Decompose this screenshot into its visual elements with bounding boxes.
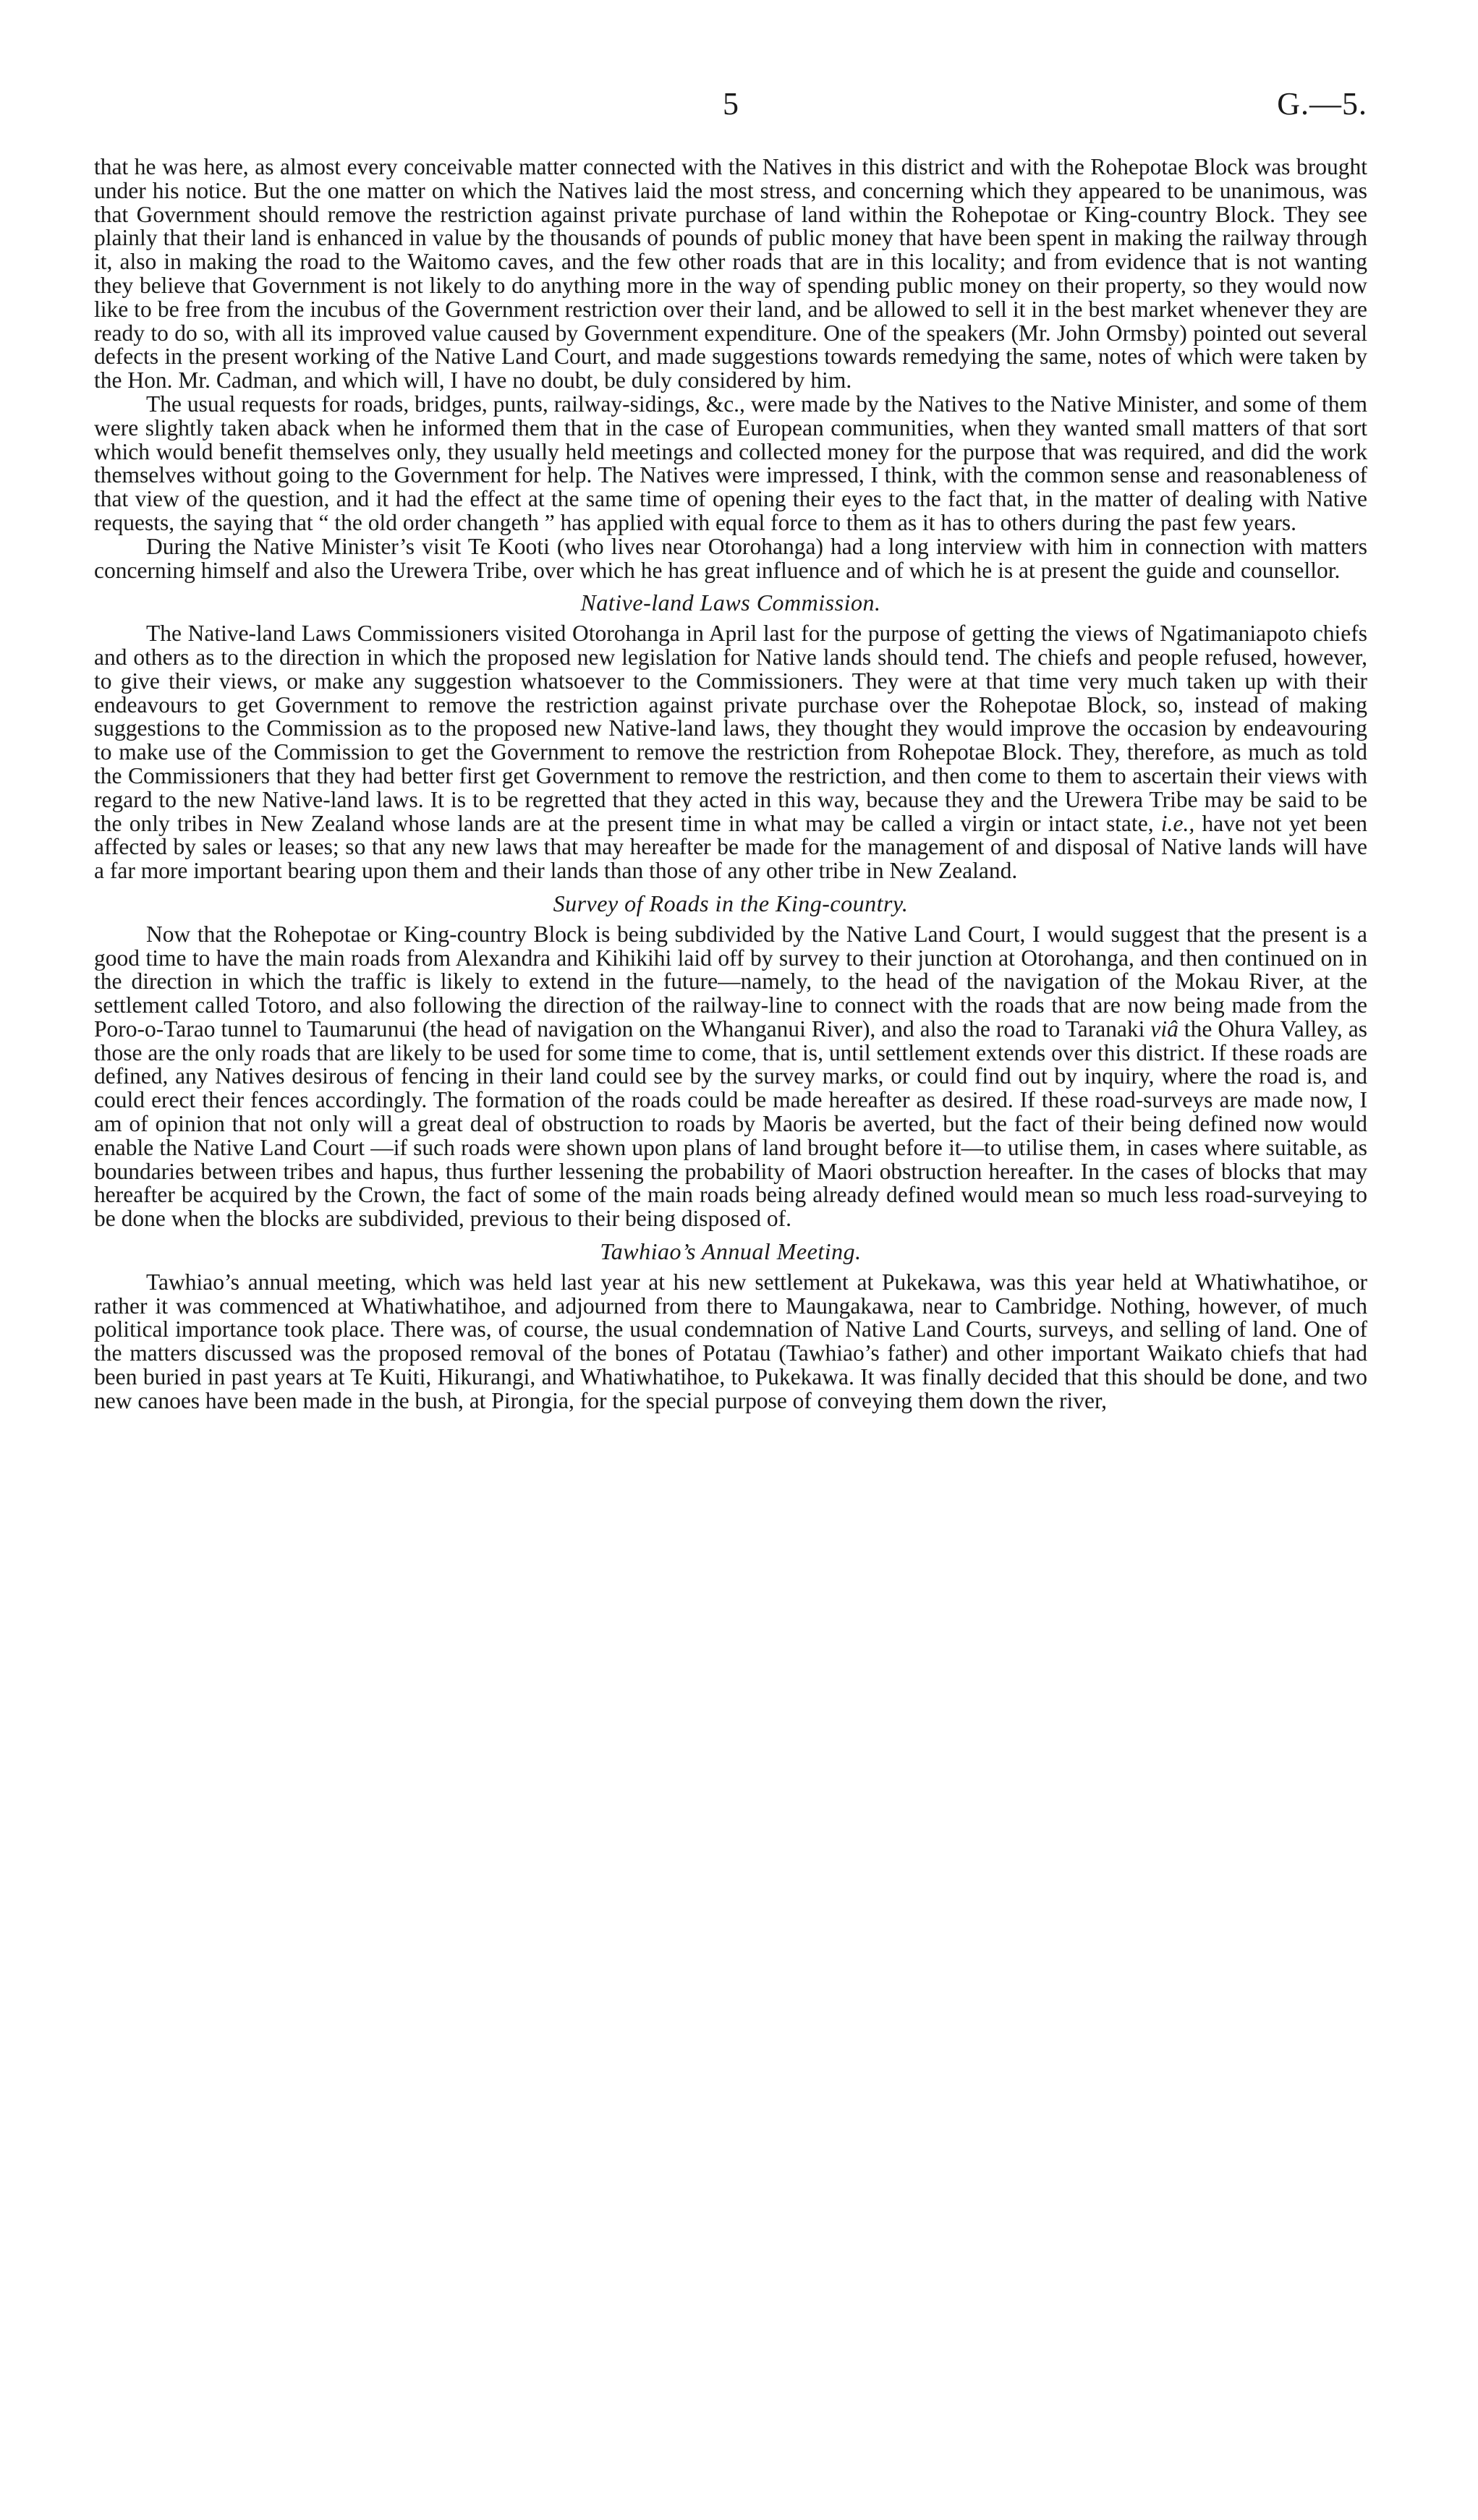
paragraph-4-italic: i.e., — [1160, 810, 1195, 836]
paragraph-5-text: Now that the Rohepotae or King-country Block is being subdivided by the Native Land Court, I would suggest that the present is a good time to have the main roads from Alexandra and Kihikihi laid off by survey to their junction at Otorohanga, and then continued on in the direction in which the traffic is likely to extend in the future—namely, to the head of the navigation of the Mokau River, at the settlement called Totoro, and also following the direction of the railway-line to connect with the roads that are now being made from the Poro-o-Tarao tunnel to Taumarunui (the head of navigation on the Whanganui River), and also the road to Taranaki — [94, 921, 1367, 1042]
paragraph-3: During the Native Minister’s visit Te Kooti (who lives near Otorohanga) had a long interview with him in connection with matters concerning himself and also the Urewera Tribe, over which he has great influence and of which he is at present the guide and counsellor. — [94, 533, 1367, 583]
paragraph-5-end: the Ohura Valley, as those are the only roads that are likely to be used for some time to come, that is, until settlement extends over this district. If these roads are defined, any Natives desirous of fencing in their land could see by the survey marks, or could find out by inquiry, where the road is, and could erect their fences accordingly. The formation of the roads could be made hereafter as desired. If these road-surveys are made now, I am of opinion that not only will a great deal of obstruction to roads by Maoris be averted, but the fact of their being defined now would enable the Native Land Court —if such roads were shown upon plans of land brought before it—to utilise them, in cases where suitable, as boundaries between tribes and hapus, thus further lessening the probability of Maori obstruction hereafter. In the cases of blocks that may hereafter be acquired by the Crown, the fact of some of the main roads being already defined would mean so much less road-surveying to be done when the blocks are subdivided, previous to their being disposed of. — [94, 1016, 1367, 1232]
paragraph-4 — [94, 622, 1367, 883]
section-heading-tawhiao-meeting: Tawhiao’s Annual Meeting. — [600, 1238, 862, 1265]
page-number: 5 — [723, 86, 739, 122]
body-text — [94, 156, 1367, 1413]
paragraph-5-italic: viâ — [1150, 1016, 1178, 1042]
paragraph-4-text: The Native-land Laws Commissioners visited Otorohanga in April last for the purpose of getting the views of Ngatimaniapoto chiefs and others as to the direction in which the proposed new legislation for Native lands should tend. The chiefs and people refused, however, to give their views, or make any suggestion whatsoever to the Commissioners. They were at that time very much taken up with their endeavours to get Government to remove the restriction against private purchase over the Rohepotae Block, so, instead of making suggestions to the Commission as to the proposed new Native-land laws, they thought they would improve the occasion by endeavouring to make use of the Commission to get the Government to remove the restriction from Rohepotae Block. They, therefore, as much as told the Commissioners that they had better first get Government to remove the restriction, and then come to them to ascertain their views with regard to the new Native-land laws. It is to be regretted that they acted in this way, because they and the Urewera Tribe may be said to be the only tribes in New Zealand whose lands are at the present time in what may be called a virgin or intact state, — [94, 621, 1367, 836]
section-heading-survey-of-roads: Survey of Roads in the King-country. — [553, 890, 909, 916]
paragraph-6: Tawhiao’s annual meeting, which was held last year at his new settlement at Pukekawa, was this year held at Whatiwhatihoe, or rather it was commenced at Whatiwhatihoe, and adjourned from there to Maungakawa, near to Cambridge. Nothing, however, of much political importance took place. There was, of course, the usual condemnation of Native Land Courts, surveys, and selling of land. One of the matters discussed was the proposed removal of the bones of Potatau (Tawhiao’s father) and other important Waikato chiefs that had been buried in past years at Te Kuiti, Hikurangi, and Whatiwhatihoe, to Pukekawa. It was finally decided that this should be done, and two new canoes have been made in the bush, at Pirongia, for the special purpose of conveying them down the river, — [94, 1269, 1367, 1413]
paragraph-4-end: have not yet been affected by sales or leases; so that any new laws that may hereafter be made for the management of and disposal of Native lands will have a far more important bearing upon them and their lands than those of any other tribe in New Zealand. — [94, 810, 1367, 884]
document-code: G.—5. — [1277, 86, 1367, 122]
page-header — [94, 80, 1367, 130]
paragraph-2: The usual requests for roads, bridges, punts, railway-sidings, &c., were made by the Natives to the Native Minister, and some of them were slightly taken aback when he informed them that in the case of European communities, when they wanted small matters of that sort which would benefit themselves only, they usually held meetings and collected money for the purpose that was required, and did the work themselves without going to the Government for help. The Natives were impressed, I think, with the common sense and reasonableness of that view of the question, and it had the effect at the same time of opening their eyes to the fact that, in the matter of dealing with Native requests, the saying that “ the old order changeth ” has applied with equal force to them as it has to others during the past few years. — [94, 391, 1367, 535]
paragraph-5 — [94, 923, 1367, 1231]
section-heading-native-land-laws: Native-land Laws Commission. — [580, 589, 881, 616]
paragraph-1: that he was here, as almost every conceivable matter connected with the Natives in this district and with the Rohepotae Block was brought under his notice. But the one matter on which the Natives laid the most stress, and concerning which they appeared to be unanimous, was that Government should remove the restriction against private purchase of land within the Rohepotae or King-country Block. They see plainly that their land is enhanced in value by the thousands of pounds of public money that have been spent in making the railway through it, also in making the road to the Waitomo caves, and the few other roads that are in this locality; and from evidence that is not wanting they believe that Government is not likely to do anything more in the way of spending public money on their property, so they would now like to be free from the incubus of the Government restriction over their land, and be allowed to sell it in the best market whenever they are ready to do so, with all its improved value caused by Government expenditure. One of the speakers (Mr. John Ormsby) pointed out several defects in the present working of the Native Land Court, and made suggestions towards remedying the same, notes of which were taken by the Hon. Mr. Cadman, and which will, I have no doubt, be duly considered by him. — [94, 154, 1367, 393]
